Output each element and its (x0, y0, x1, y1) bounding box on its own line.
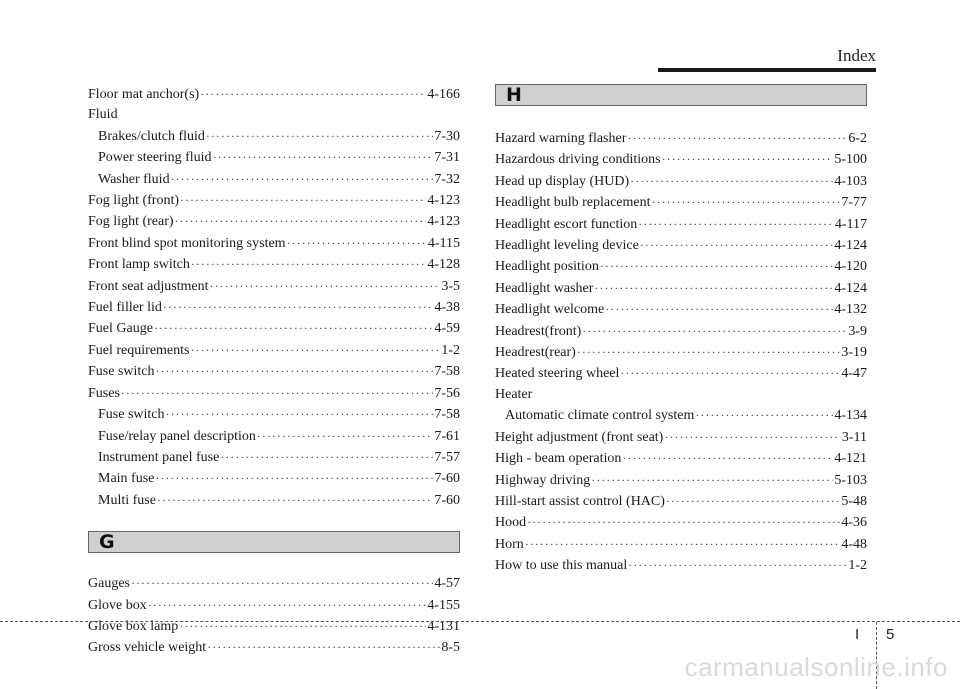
dot-leader (620, 363, 840, 383)
dot-leader (287, 233, 427, 253)
index-page-ref: 4-120 (834, 259, 867, 275)
index-page-ref: 1-2 (848, 558, 867, 574)
index-page-ref: 7-31 (434, 150, 460, 166)
index-entry (88, 383, 460, 404)
index-term: Front lamp switch (88, 257, 190, 273)
dot-leader (652, 192, 841, 212)
dot-leader (191, 254, 426, 274)
page-header-title: Index (837, 46, 876, 65)
index-term: Fuse switch (98, 407, 165, 423)
index-page-ref: 4-124 (834, 238, 867, 254)
dot-leader (628, 555, 847, 575)
index-page-ref: 4-117 (834, 216, 867, 232)
dot-leader (179, 616, 426, 636)
index-term: Hood (495, 515, 527, 531)
dot-leader (630, 171, 833, 191)
index-page-ref: 7-77 (841, 195, 867, 211)
index-entry (495, 321, 867, 342)
index-term: Height adjustment (front seat) (495, 429, 664, 445)
index-entry (495, 491, 867, 512)
index-page-ref: 4-134 (834, 408, 867, 424)
dot-leader (622, 448, 833, 468)
index-column-left (88, 84, 460, 659)
dot-leader (200, 84, 426, 104)
dot-leader (594, 278, 833, 298)
index-page-ref: 4-103 (834, 173, 867, 189)
index-term: Glove box (88, 597, 147, 613)
dot-leader (148, 595, 427, 615)
index-entry (88, 595, 460, 616)
index-entry (495, 278, 867, 299)
dot-leader (155, 468, 433, 488)
index-entry (88, 318, 460, 339)
index-page-ref: 7-56 (434, 385, 460, 401)
index-term: Instrument panel fuse (98, 449, 220, 465)
index-term: Headlight position (495, 259, 599, 275)
index-page-ref: 4-36 (841, 515, 867, 531)
index-entry (495, 128, 867, 149)
header-rule (658, 68, 876, 72)
dot-leader (210, 276, 441, 296)
dot-leader (600, 256, 834, 276)
index-page-ref: 4-132 (834, 302, 867, 318)
index-page-ref: 1-2 (441, 342, 460, 358)
index-page-ref: 3-19 (841, 345, 867, 361)
index-page-ref: 4-47 (841, 366, 867, 382)
index-term: Automatic climate control system (505, 408, 695, 424)
index-term: Fuse/relay panel description (98, 428, 256, 444)
index-page-ref: 4-128 (427, 257, 460, 273)
index-term: Fuel Gauge (88, 321, 153, 337)
index-page-ref: 7-58 (434, 364, 460, 380)
footer-rule (0, 621, 960, 622)
index-entry (495, 235, 867, 256)
index-term: Headrest(front) (495, 323, 582, 339)
dot-leader (695, 405, 833, 425)
index-entry (495, 299, 867, 320)
footer-page-number: 5 (886, 626, 895, 643)
dot-leader (666, 491, 840, 511)
index-term: Main fuse (98, 471, 155, 487)
index-term: Power steering fluid (98, 150, 212, 166)
index-term: Gauges (88, 576, 130, 592)
dot-leader (662, 149, 834, 169)
index-term: Headlight welcome (495, 302, 605, 318)
index-term: Headlight leveling device (495, 238, 639, 254)
index-entry (88, 190, 460, 211)
index-page-ref: 4-131 (427, 618, 460, 634)
index-term: Fluid (88, 107, 118, 123)
dot-leader (591, 470, 833, 490)
index-term: Gross vehicle weight (88, 640, 207, 656)
index-term: Heated steering wheel (495, 366, 620, 382)
index-term: Hill-start assist control (HAC) (495, 493, 665, 509)
watermark: carmanualsonline.info (684, 652, 948, 682)
index-term: Front seat adjustment (88, 278, 209, 294)
index-entry (495, 405, 867, 426)
index-entry (495, 427, 867, 448)
dot-leader (664, 427, 841, 447)
index-term: Headrest(rear) (495, 345, 576, 361)
dot-leader (131, 573, 433, 593)
index-page-ref: 4-123 (427, 214, 460, 230)
index-page-ref: 6-2 (848, 131, 867, 146)
index-entry (88, 404, 460, 425)
index-term: Front blind spot monitoring system (88, 235, 286, 251)
index-term: Fog light (front) (88, 193, 179, 209)
index-entry (495, 555, 867, 576)
dot-leader (175, 211, 427, 231)
index-page-ref: 3-9 (848, 323, 867, 339)
index-term: Brakes/clutch fluid (98, 128, 205, 144)
index-entry (88, 105, 460, 125)
index-entry (88, 468, 460, 489)
dot-leader (213, 147, 434, 167)
index-page-ref: 5-103 (834, 472, 867, 488)
index-entry (495, 534, 867, 555)
index-entry (88, 616, 460, 637)
index-term: Washer fluid (98, 171, 170, 187)
section-letter-g: G (99, 531, 115, 554)
index-page-ref: 4-57 (434, 576, 460, 592)
index-term: High - beam operation (495, 451, 622, 467)
index-entry (88, 447, 460, 468)
index-term: Heater (495, 386, 533, 402)
section-header-g (88, 531, 460, 553)
index-entry (495, 256, 867, 277)
dot-leader (163, 297, 433, 317)
dot-leader (605, 299, 833, 319)
index-page-ref: 4-115 (427, 235, 460, 251)
dot-leader (157, 490, 433, 510)
index-page-ref: 7-30 (434, 128, 460, 144)
entries-list-h (495, 128, 867, 577)
index-term: Headlight escort function (495, 216, 638, 232)
index-entry (495, 363, 867, 384)
dot-leader (180, 190, 426, 210)
dot-leader (527, 512, 840, 532)
index-entry (88, 276, 460, 297)
index-term: How to use this manual (495, 558, 628, 574)
index-term: Head up display (HUD) (495, 173, 630, 189)
index-page-ref: 5-48 (841, 493, 867, 509)
dot-leader (121, 383, 433, 403)
index-page-ref: 7-32 (434, 171, 460, 187)
index-entry (88, 490, 460, 511)
dot-leader (206, 126, 433, 146)
index-entry (495, 149, 867, 170)
index-entry (88, 426, 460, 447)
index-entry (88, 169, 460, 190)
index-entry (88, 147, 460, 168)
index-entry (495, 448, 867, 469)
index-page-ref: 7-61 (434, 428, 460, 444)
index-page-ref: 4-123 (427, 193, 460, 209)
index-term: Highway driving (495, 472, 591, 488)
index-term: Headlight bulb replacement (495, 195, 651, 211)
index-page-ref: 4-166 (427, 87, 460, 102)
index-page-ref: 5-100 (834, 152, 867, 168)
index-term: Fuse switch (88, 364, 155, 380)
index-page-ref: 4-38 (434, 300, 460, 316)
index-entry (495, 192, 867, 213)
index-entry (88, 297, 460, 318)
index-term: Fuses (88, 385, 120, 401)
dot-leader (525, 534, 841, 554)
index-term: Multi fuse (98, 492, 156, 508)
index-page-ref: 8-5 (441, 640, 460, 656)
index-entry (88, 126, 460, 147)
index-page-ref: 4-121 (834, 451, 867, 467)
index-term: Fuel requirements (88, 342, 190, 358)
index-page-ref: 7-60 (434, 471, 460, 487)
index-entry (495, 214, 867, 235)
dot-leader (166, 404, 434, 424)
dot-leader (638, 214, 834, 234)
index-term: Hazardous driving conditions (495, 152, 661, 168)
index-column-right (495, 84, 867, 577)
index-page-ref: 7-57 (434, 449, 460, 465)
index-term: Horn (495, 536, 524, 552)
index-term: Headlight washer (495, 280, 594, 296)
section-header-h (495, 84, 867, 106)
index-page-ref: 4-124 (834, 280, 867, 296)
index-term: Floor mat anchor(s) (88, 87, 200, 102)
index-page-ref: 3-11 (841, 429, 867, 445)
footer-section-label: I (855, 626, 860, 643)
index-entry (88, 361, 460, 382)
dot-leader (171, 169, 434, 189)
index-entry (88, 573, 460, 594)
index-term: Glove box lamp (88, 618, 179, 634)
index-term: Fog light (rear) (88, 214, 174, 230)
index-entry (495, 342, 867, 363)
entries-list-f (88, 84, 460, 511)
index-page-ref: 4-59 (434, 321, 460, 337)
dot-leader (640, 235, 833, 255)
dot-leader (627, 128, 847, 148)
dot-leader (257, 426, 433, 446)
index-page-ref: 7-60 (434, 492, 460, 508)
index-entry (88, 254, 460, 275)
index-entry (495, 512, 867, 533)
index-entry (88, 211, 460, 232)
dot-leader (156, 361, 434, 381)
index-term: Fuel filler lid (88, 300, 162, 316)
index-page-ref: 4-48 (841, 536, 867, 552)
dot-leader (190, 340, 440, 360)
section-letter-h: H (506, 84, 522, 106)
dot-leader (154, 318, 433, 338)
index-entry (88, 637, 460, 658)
dot-leader (220, 447, 433, 467)
dot-leader (207, 637, 440, 657)
index-entry (88, 84, 460, 105)
index-page-ref: 4-155 (427, 597, 460, 613)
dot-leader (582, 321, 847, 341)
entries-list-g (88, 573, 460, 659)
index-page-ref: 7-58 (434, 407, 460, 423)
index-entry (88, 233, 460, 254)
index-term: Hazard warning flasher (495, 131, 627, 146)
dot-leader (577, 342, 841, 362)
index-entry (495, 385, 867, 405)
index-page-ref: 3-5 (441, 278, 460, 294)
index-entry (495, 171, 867, 192)
index-entry (495, 470, 867, 491)
index-entry (88, 340, 460, 361)
